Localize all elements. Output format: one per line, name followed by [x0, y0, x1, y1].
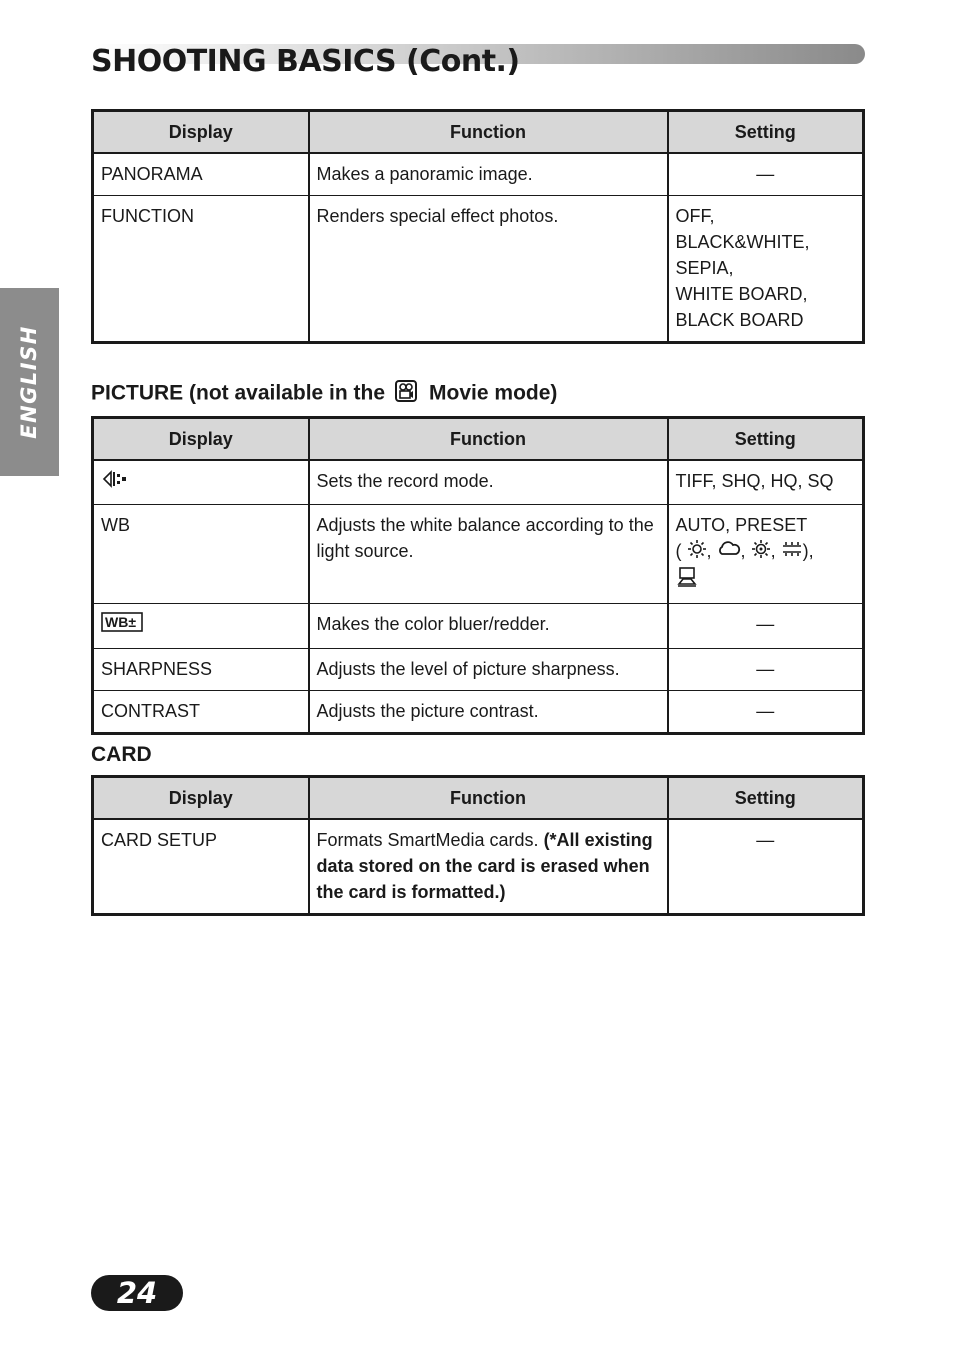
fluorescent-icon	[781, 539, 803, 566]
column-header-display: Display	[93, 777, 309, 820]
table-header-row	[93, 418, 864, 461]
card-section-heading: CARD	[91, 743, 152, 766]
function-cell: Makes the color bluer/redder.	[309, 603, 668, 648]
function-cell: Sets the record mode.	[309, 460, 668, 504]
comma: ,	[770, 540, 776, 561]
function-cell: Adjusts the level of picture sharpness.	[309, 648, 668, 690]
function-cell	[309, 819, 668, 915]
paren-close: ),	[802, 540, 814, 561]
card-menu-table	[91, 775, 865, 916]
table-header-row	[93, 777, 864, 820]
function-cell: Adjusts the white balance according to the light source.	[309, 504, 668, 603]
movie-mode-icon	[395, 380, 417, 408]
column-header-function: Function	[309, 111, 668, 154]
column-header-function: Function	[309, 777, 668, 820]
setting-cell: TIFF, SHQ, HQ, SQ	[668, 460, 864, 504]
table-row	[93, 153, 864, 196]
setting-line: WHITE BOARD,	[675, 284, 808, 304]
column-header-display: Display	[93, 111, 309, 154]
setting-line: BLACK BOARD	[675, 310, 804, 330]
function-cell: Makes a panoramic image.	[309, 153, 668, 196]
setting-line: BLACK&WHITE,	[675, 232, 810, 252]
table-header-row	[93, 111, 864, 154]
column-header-function: Function	[309, 418, 668, 461]
wb-preset-list	[676, 538, 856, 566]
side-tab-label: ENGLISH	[17, 325, 41, 439]
display-cell: SHARPNESS	[93, 648, 309, 690]
setting-cell: —	[668, 819, 864, 915]
display-cell: FUNCTION	[93, 196, 309, 343]
format-warning-text: (*All existing data stored on the card is erased when the card is formatted.)	[316, 830, 653, 902]
svg-text:WB±: WB±	[105, 613, 137, 630]
record-mode-icon	[101, 469, 129, 496]
setting-line: OFF,	[675, 206, 715, 226]
table-row	[93, 690, 864, 733]
setting-line: SEPIA,	[675, 258, 734, 278]
tungsten-icon	[751, 539, 771, 566]
setting-cell: —	[668, 690, 864, 733]
table-row	[93, 603, 864, 648]
display-cell	[93, 460, 309, 504]
display-cell: CONTRAST	[93, 690, 309, 733]
heading-text: PICTURE (not available in the	[91, 381, 386, 405]
comma: ,	[706, 540, 712, 561]
function-cell: Renders special effect photos.	[309, 196, 668, 343]
page-number: 24	[91, 1275, 183, 1311]
one-touch-wb-icon	[676, 566, 698, 595]
picture-menu-table	[91, 416, 865, 735]
display-cell: WB	[93, 504, 309, 603]
setting-cell	[668, 504, 864, 603]
setting-cell: —	[668, 648, 864, 690]
column-header-setting: Setting	[668, 777, 864, 820]
language-side-tab	[0, 288, 59, 476]
setting-cell: —	[668, 153, 864, 196]
one-touch-wb-line	[676, 566, 856, 595]
function-cell: Adjusts the picture contrast.	[309, 690, 668, 733]
wb-adjust-icon	[101, 611, 143, 640]
function-text: Formats SmartMedia cards.	[316, 830, 544, 850]
comma: ,	[740, 540, 746, 561]
table-row	[93, 196, 864, 343]
setting-cell	[668, 196, 864, 343]
column-header-setting: Setting	[668, 111, 864, 154]
heading-text: Movie mode)	[429, 381, 558, 405]
mode-menu-table	[91, 109, 865, 344]
column-header-setting: Setting	[668, 418, 864, 461]
column-header-display: Display	[93, 418, 309, 461]
table-row	[93, 504, 864, 603]
display-cell: PANORAMA	[93, 153, 309, 196]
setting-line: AUTO, PRESET	[675, 514, 808, 535]
table-row	[93, 648, 864, 690]
paren-open: (	[675, 540, 682, 561]
sunny-icon	[687, 539, 707, 566]
setting-cell: —	[668, 603, 864, 648]
page-title: SHOOTING BASICS (Cont.)	[91, 44, 520, 79]
table-row	[93, 819, 864, 915]
table-row	[93, 460, 864, 504]
display-cell: CARD SETUP	[93, 819, 309, 915]
display-cell	[93, 603, 309, 648]
picture-section-heading	[91, 380, 557, 408]
cloudy-icon	[717, 539, 741, 566]
